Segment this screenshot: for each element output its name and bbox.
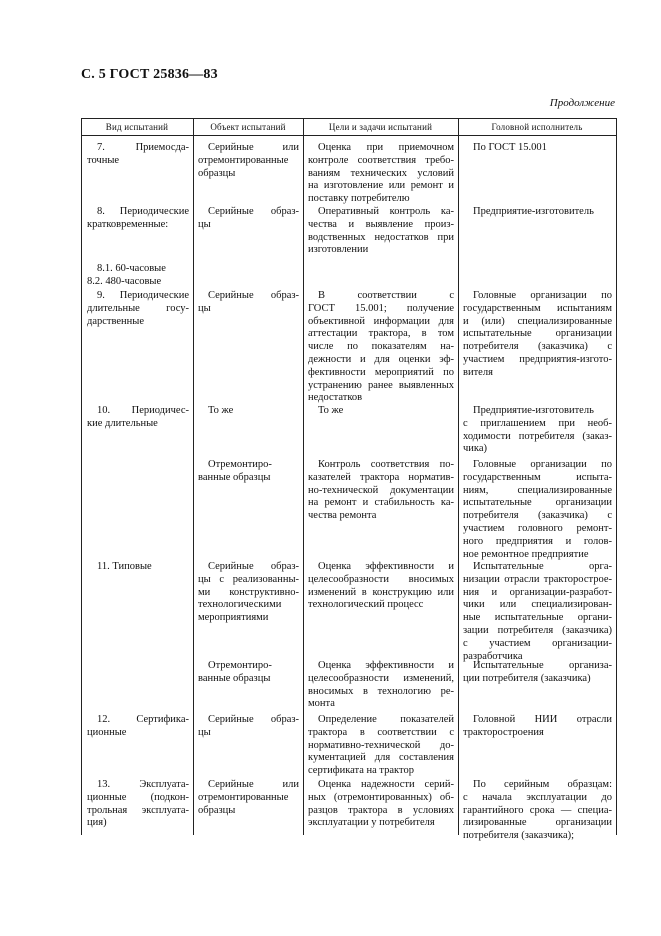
cell-line: потребителя (заказчика) с <box>463 341 612 353</box>
cell-line: Предприятие-изготовитель <box>473 405 594 416</box>
cell-line: сертификата на трактор <box>308 765 414 777</box>
cell-line: отремонтированные <box>198 791 289 803</box>
cell-line: монта <box>308 698 335 710</box>
cell-line: эксплуатации у потребителя <box>308 817 435 829</box>
cell-line: 10. Периодичес- <box>97 405 189 416</box>
table-header-rule <box>81 135 616 136</box>
table-cell-executor <box>463 561 612 663</box>
table-cell-object <box>198 290 299 316</box>
table-cell-executor <box>463 779 612 843</box>
cell-line: Определение показателей <box>318 714 454 725</box>
cell-line: но-технической документации <box>308 484 454 496</box>
cell-line: технологическими <box>198 599 282 611</box>
cell-line: Серийные образ- <box>208 561 299 572</box>
cell-line: ных (отремонтированных) об- <box>308 791 454 803</box>
cell-line: 8.1. 60-часовые <box>97 263 166 274</box>
cell-line: целесообразности изменений, <box>308 672 454 684</box>
table-cell-executor <box>463 714 612 740</box>
cell-line: и (или) специализированные <box>463 315 612 327</box>
cell-line: Предприятие-изготовитель <box>473 206 594 217</box>
cell-line: То же <box>208 405 234 416</box>
cell-line: кратковременные: <box>87 218 169 230</box>
cell-line: технологический процесс <box>308 599 424 611</box>
cell-line: трактора в соответствии с <box>308 726 454 738</box>
cell-line: участием предприятия-изгото- <box>463 353 612 365</box>
cell-line: низации отрасли тракторострое- <box>463 573 612 585</box>
cell-line: недостатков <box>308 392 363 404</box>
cell-line: Серийные образ- <box>208 290 299 301</box>
table-cell-executor <box>463 459 612 561</box>
cell-line: Оценка эффективности и <box>318 660 454 671</box>
cell-line: потребителя (заказчика); <box>463 830 575 842</box>
cell-line: фективности мероприятий по <box>308 366 454 378</box>
cell-line: Оценка эффективности и <box>318 561 454 572</box>
cell-line: 8. Периодические <box>97 206 189 217</box>
cell-line: образцы <box>198 804 236 816</box>
cell-line: Серийные образ- <box>208 206 299 217</box>
table-cell-executor <box>463 142 612 155</box>
column-rule <box>458 118 459 835</box>
cell-line: испытательные организации <box>463 328 612 340</box>
cell-line: Оперативный контроль ка- <box>318 206 454 217</box>
cell-line: ГОСТ 15.001; получение <box>308 302 454 314</box>
table-cell-kind <box>87 714 189 740</box>
table-cell-kind <box>87 779 189 830</box>
cell-line: ции потребителя (заказчика) <box>463 672 591 684</box>
table-cell-goal <box>308 660 454 711</box>
table-cell-object <box>198 405 299 418</box>
column-header-object: Объект испытаний <box>210 122 286 132</box>
cell-line: объективной информации для <box>308 315 454 327</box>
cell-line: длительные госу- <box>87 302 189 314</box>
cell-line: ваниям технических условий <box>308 167 454 179</box>
cell-line: В соответствии с <box>318 290 454 301</box>
cell-line: поставку потребителю <box>308 193 410 205</box>
cell-line: трольная эксплуата- <box>87 804 189 816</box>
cell-line: государственным испытаниям <box>463 302 612 314</box>
cell-line: цы <box>198 302 211 314</box>
column-header-goal: Цели и задачи испытаний <box>328 122 433 132</box>
cell-line: ванные образцы <box>198 471 271 483</box>
cell-line: дежности и для оценки эф- <box>308 353 454 365</box>
cell-line: потребителя (заказчика) с <box>463 510 612 522</box>
page-header: С. 5 ГОСТ 25836—83 <box>81 67 218 82</box>
cell-line: 9. Периодические <box>97 290 189 301</box>
column-header-kind: Вид испытаний <box>105 122 169 132</box>
table-cell-kind <box>87 290 189 328</box>
cell-line: на ремонт и стабильность ка- <box>308 497 454 509</box>
cell-line: чества и выявление произ- <box>308 218 454 230</box>
cell-line: Головные организации по <box>473 290 612 301</box>
cell-line: дарственные <box>87 315 145 327</box>
cell-line: точные <box>87 154 120 166</box>
cell-line: аттестации трактора, в том <box>308 328 454 340</box>
table-cell-executor <box>463 405 612 456</box>
cell-line: ция) <box>87 817 107 829</box>
cell-line: ционные (подкон- <box>87 791 189 803</box>
cell-line: разцов трактора в условиях <box>308 804 454 816</box>
table-left-rule <box>81 118 82 835</box>
cell-line: 11. Типовые <box>97 561 152 572</box>
cell-line: Контроль соответствия по- <box>318 459 454 470</box>
cell-line: чики или специализирован- <box>463 599 612 611</box>
cell-line: 13. Эксплуата- <box>97 779 189 790</box>
cell-line: Отремонтиро- <box>208 660 272 671</box>
table-cell-kind <box>87 142 189 168</box>
table-cell-object <box>198 714 299 740</box>
column-rule <box>303 118 304 835</box>
table-cell-goal <box>308 206 454 257</box>
cell-line: ванные образцы <box>198 672 271 684</box>
table-cell-goal <box>308 779 454 830</box>
cell-line: отремонтированные <box>198 154 289 166</box>
column-header-executor: Головной исполнитель <box>491 122 583 132</box>
cell-line: чика) <box>463 443 487 455</box>
cell-line: Головной НИИ отрасли <box>473 714 612 725</box>
cell-line: на изготовление или ремонт и <box>308 180 454 192</box>
cell-line: гарантийного срока — специа- <box>463 804 612 816</box>
table-top-rule <box>81 118 616 119</box>
cell-line: образцы <box>198 167 236 179</box>
cell-line: испытательные организации <box>463 497 612 509</box>
table-cell-goal <box>308 561 454 612</box>
cell-line: участием головного ремонт- <box>463 522 612 534</box>
cell-line: ное ремонтное предприятие <box>463 548 589 560</box>
cell-line: Отремонтиро- <box>208 459 272 470</box>
cell-line: цы <box>198 218 211 230</box>
table-cell-goal <box>308 459 454 523</box>
cell-line: лизированные организации <box>463 817 612 829</box>
table-cell-object <box>198 660 299 686</box>
table-cell-goal <box>308 290 454 405</box>
table-cell-object <box>198 459 299 485</box>
cell-line: с начала эксплуатации до <box>463 791 612 803</box>
continuation-label: Продолжение <box>549 97 615 109</box>
cell-line: Оценка надежности серий- <box>318 779 454 790</box>
cell-line: водственных недостатков при <box>308 231 454 243</box>
table-cell-kind <box>87 561 189 574</box>
cell-line: 8.2. 480-часовые <box>87 275 162 287</box>
table-cell-kind <box>87 405 189 431</box>
table-cell-object <box>198 779 299 817</box>
cell-line: устранению ранее выявленных <box>308 379 454 391</box>
cell-line: цы с реализованны- <box>198 573 299 585</box>
cell-line: изменений в конструкцию или <box>308 586 454 598</box>
table-cell-executor <box>463 290 612 380</box>
cell-line: Серийные или <box>208 142 299 153</box>
cell-line: целесообразности вносимых <box>308 573 454 585</box>
cell-line: Головные организации по <box>473 459 612 470</box>
cell-line: кументацией для составления <box>308 752 454 764</box>
table-cell-kind <box>87 206 189 232</box>
cell-line: тракторостроения <box>463 726 544 738</box>
column-rule <box>193 118 194 835</box>
cell-line: кие длительные <box>87 417 158 429</box>
table-cell-object <box>198 206 299 232</box>
cell-line: 12. Сертифика- <box>97 714 189 725</box>
cell-line: числе по показателям на- <box>308 341 454 353</box>
cell-line: с участием организации- <box>463 637 612 649</box>
cell-line: 7. Приемосда- <box>97 142 189 153</box>
table-cell-executor <box>463 660 612 686</box>
cell-line: с приглашением при необ- <box>463 417 612 429</box>
cell-line: По серийным образцам: <box>473 779 612 790</box>
cell-line: ниям, специализированные <box>463 484 612 496</box>
cell-line: Испытательные организа- <box>473 660 612 671</box>
table-cell-object <box>198 142 299 180</box>
table-cell-goal <box>308 142 454 206</box>
table-cell-executor <box>463 206 612 219</box>
cell-line: государственным испыта- <box>463 471 612 483</box>
cell-line: ные испытательные органи- <box>463 612 612 624</box>
cell-line: чества ремонта <box>308 510 377 522</box>
cell-line: ционные <box>87 726 127 738</box>
cell-line: ми конструктивно- <box>198 586 299 598</box>
cell-line: казателей трактора норматив- <box>308 471 454 483</box>
cell-line: цы <box>198 726 211 738</box>
table-cell-object <box>198 561 299 625</box>
cell-line: разработчика <box>463 650 523 662</box>
cell-line: Серийные образ- <box>208 714 299 725</box>
cell-line: ходимости потребителя (заказ- <box>463 430 612 442</box>
table-right-rule <box>616 118 617 835</box>
cell-line: По ГОСТ 15.001 <box>473 142 547 153</box>
cell-line: мероприятиями <box>198 612 269 624</box>
table-cell-kind <box>87 263 189 289</box>
table-cell-goal <box>308 714 454 778</box>
cell-line: ного предприятия и голов- <box>463 535 612 547</box>
cell-line: Испытательные орга- <box>473 561 612 572</box>
cell-line: вителя <box>463 366 493 378</box>
cell-line: ния и организации-разработ- <box>463 586 612 598</box>
cell-line: нормативно-технической до- <box>308 739 454 751</box>
table-cell-goal <box>308 405 454 418</box>
cell-line: изготовлении <box>308 244 369 256</box>
cell-line: Серийные или <box>208 779 299 790</box>
cell-line: То же <box>318 405 344 416</box>
cell-line: зации потребителя (заказчика) <box>463 624 612 636</box>
cell-line: Оценка при приемочном <box>318 142 454 153</box>
cell-line: контроле соответствия требо- <box>308 154 454 166</box>
cell-line: вносимых в технологию ре- <box>308 685 454 697</box>
